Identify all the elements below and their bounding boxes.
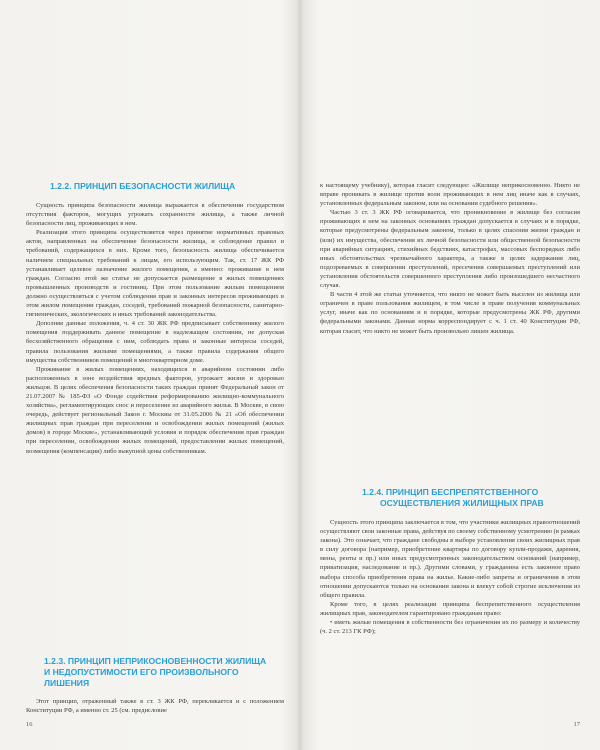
gutter-shadow <box>296 0 304 750</box>
heading-free-exercise-principle-line1: 1.2.4. ПРИНЦИП БЕСПРЕПЯТСТВЕННОГО <box>362 487 539 497</box>
paragraph: Реализация этого принципа осуществляется через принятие нормативных правовых актов, направленных на обеспечение безопасности жилища, и соблюдение правил и требований, содержащихся в них. Кроме того, безопасность жилища обеспечивается наличием специальных требований к лицам, его использующим. Так, ст. 17 ЖК РФ устанавливает целевое назначение жилого помещения, а именно: проживание в нем граждан. Согласно этой же статье не допускается размещение в жилых помещениях промышленных производств и гостиниц. При этом пользование жилым помещением должно осуществляться с учетом соблюдения прав и законных интересов проживающих в этом жилом помещении граждан, соседей, требований пожарной безопасности, санитарно-гигиенических, экологических и иных требований законодательства. <box>26 229 284 319</box>
paragraph: В части 4 этой же статьи уточняется, что никто не может быть выселен из жилища или ограничен в праве пользования жилищем, в том числе в праве получения коммунальных услуг, иначе как по основаниям и в порядке, которые предусмотрены ЖК РФ, другими федеральными законами. Данная норма корреспондирует с ч. 1 ст. 40 Конституции РФ, которая гласит, что никто не может быть произвольно лишен жилища. <box>320 291 580 335</box>
paragraph: Сущность принципа безопасности жилища выражается в обеспечении государством отсутствия факторов, могущих угрожать сохранности жилища, а также личной безопасности лиц, проживающих в нем. <box>26 202 284 228</box>
paragraph: Сущность этого принципа заключается в том, что участники жилищных правоотношений осуществляют свои законные права, действуя по своему собственному усмотрению (в рамках закона). Это означает, что граждане свободны в выборе установления своих жилищных прав в силу договора (например, приобретение квартиры по договору купли-продажи, дарения, мены, ренты и пр.) или иных предусмотренных законодательством оснований (например, приватизация, наследование и пр.). Другими словами, у гражданина есть законное право выбора способа приобретения права на жилье. Какие-либо запреты и ограничения в этом отношении допускаются только на основании закона и влекут собой строгие исключения из общего правила. <box>320 519 580 599</box>
heading-security-principle: 1.2.2. ПРИНЦИП БЕЗОПАСНОСТИ ЖИЛИЩА <box>50 181 236 191</box>
paragraph: Кроме того, в целях реализации принципа беспрепятственного осуществления жилищных прав, законодателем гарантировано гражданам право: <box>320 600 580 617</box>
left-section-1 <box>26 181 284 456</box>
paragraph: Дополняя данные положения, ч. 4 ст. 30 ЖК РФ предписывает собственнику жилого помещения поддерживать данное помещение в надлежащем состоянии, не допуская бесхозяйственного обращения с ним, соблюдать права и законные интересы соседей, правила пользования жилыми помещениями, а также правила содержания общего имущества собственников помещений в многоквартирном доме. <box>26 320 284 364</box>
bullet-item: • иметь жилые помещения в собственности без ограничения их по размеру и количеству (ч. 2 ст. 213 ГК РФ); <box>320 619 580 636</box>
page-number-right: 17 <box>573 721 580 728</box>
heading-inviolability-principle-line1: 1.2.3. ПРИНЦИП НЕПРИКОСНОВЕННОСТИ ЖИЛИЩА <box>44 656 267 666</box>
heading-inviolability-principle-line2: И НЕДОПУСТИМОСТИ ЕГО ПРОИЗВОЛЬНОГО ЛИШЕНИЯ <box>44 667 239 688</box>
paragraph: к настоящему учебнику), которая гласит следующее: «Жилище неприкосновенно. Никто не вправе проникать в жилище против воли проживающих в нем лиц иначе как в случаях, установленных федеральным законом, или на основании судебного решения». <box>320 182 580 208</box>
right-section-1 <box>320 181 580 336</box>
page-number-left: 16 <box>26 721 33 728</box>
left-section-2 <box>26 656 284 715</box>
heading-free-exercise-principle-line2: ОСУЩЕСТВЛЕНИЯ ЖИЛИЩНЫХ ПРАВ <box>380 498 544 508</box>
right-section-2 <box>320 487 580 636</box>
paragraph: Этот принцип, отраженный также в ст. 3 ЖК РФ, перекликается и с положением Конституции РФ, а именно ст. 25 (см. предисловие <box>26 698 284 715</box>
right-page <box>300 0 600 750</box>
paragraph: Проживание в жилых помещениях, находящихся в аварийном состоянии либо расположенных в зоне воздействия вредных факторов, угрожает жизни и здоровью жильцов. В целях обеспечения безопасности таких граждан принят Федеральный закон от 21.07.2007 № 185-ФЗ «О Фонде содействия реформированию жилищно-коммунального хозяйства», регламентирующих снос и переселение из аварийного жилья. В Москве, в свою очередь, действует региональный Закон г. Москвы от 31.05.2006 № 21 «Об обеспечении жилищных прав граждан при переселении и освобождении жилых помещений (жилых домов) в городе Москве», устанавливающий условия и порядок обеспечения прав граждан при переселении, освобождении жилых помещений, предоставлении жилых помещений, возмещения (компенсации) либо выкупной цены собственникам. <box>26 365 284 455</box>
paragraph: Частью 3 ст. 3 ЖК РФ оговаривается, что проникновение в жилище без согласия проживающих в нем на законных основаниях граждан допускается в случаях и в порядке, которые предусмотрены федеральным законом, только в целях спасения жизни граждан и (или) их имущества, обеспечения их личной безопасности или общественной безопасности при аварийных ситуациях, стихийных бедствиях, катастрофах, массовых беспорядках либо иных обстоятельствах чрезвычайного характера, а также в целях задержания лиц, подозреваемых в совершении преступлений, пресечения совершаемых преступлений или установления обстоятельств совершенного преступления либо произошедшего несчастного случая. <box>320 209 580 290</box>
